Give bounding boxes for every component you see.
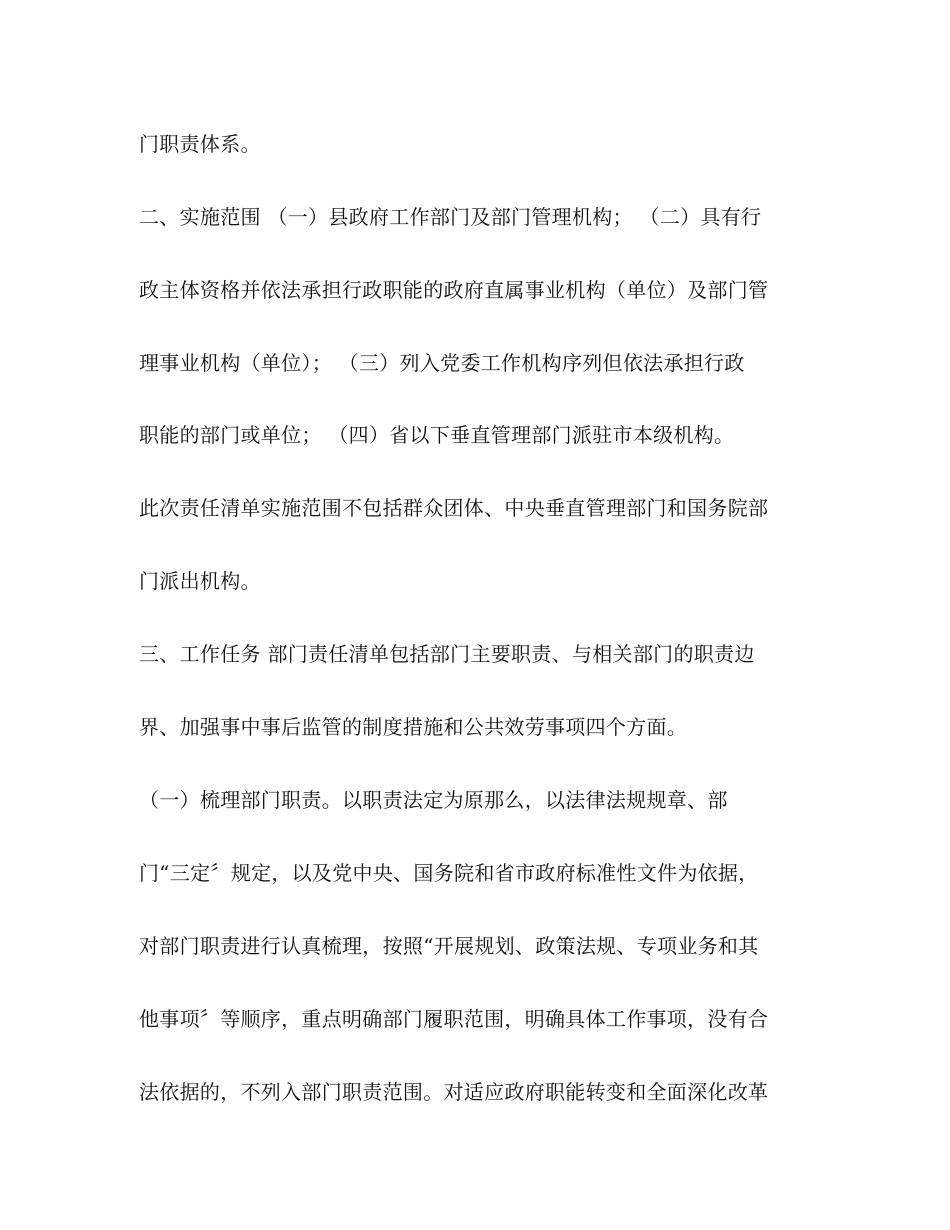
text-line: 门“三定〞规定，以及党中央、国务院和省市政府标准性文件为依据， <box>139 861 759 885</box>
text-line: 对部门职责进行认真梳理，按照“开展规划、政策法规、专项业务和其 <box>139 934 759 958</box>
text-line: 政主体资格并依法承担行政职能的政府直属事业机构（单位）及部门管 <box>139 278 769 302</box>
text-line: 理事业机构（单位）； （三）列入党委工作机构序列但依法承担行政 <box>139 351 745 375</box>
text-line: 门职责体系。 <box>139 132 261 156</box>
text-line: 职能的部门或单位； （四）省以下垂直管理部门派驻市本级机构。 <box>139 423 735 447</box>
text-line: 此次责任清单实施范围不包括群众团体、中央垂直管理部门和国务院部 <box>139 496 769 520</box>
text-line: 二、实施范围 （一）县政府工作部门及部门管理机构； （二）具有行 <box>139 205 762 229</box>
text-line: 他事项〞等顺序，重点明确部门履职范围，明确具体工作事项，没有合 <box>139 1007 769 1031</box>
text-line: （一）梳理部门职责。以职责法定为原那么，以法律法规规章、部 <box>139 788 728 812</box>
text-line: 法依据的，不列入部门职责范围。对适应政府职能转变和全面深化改革 <box>139 1080 769 1104</box>
text-line: 三、工作任务 部门责任清单包括部门主要职责、与相关部门的职责边 <box>139 642 755 666</box>
text-line: 界、加强事中事后监管的制度措施和公共效劳事项四个方面。 <box>139 715 688 739</box>
text-line: 门派出机构。 <box>139 569 261 593</box>
